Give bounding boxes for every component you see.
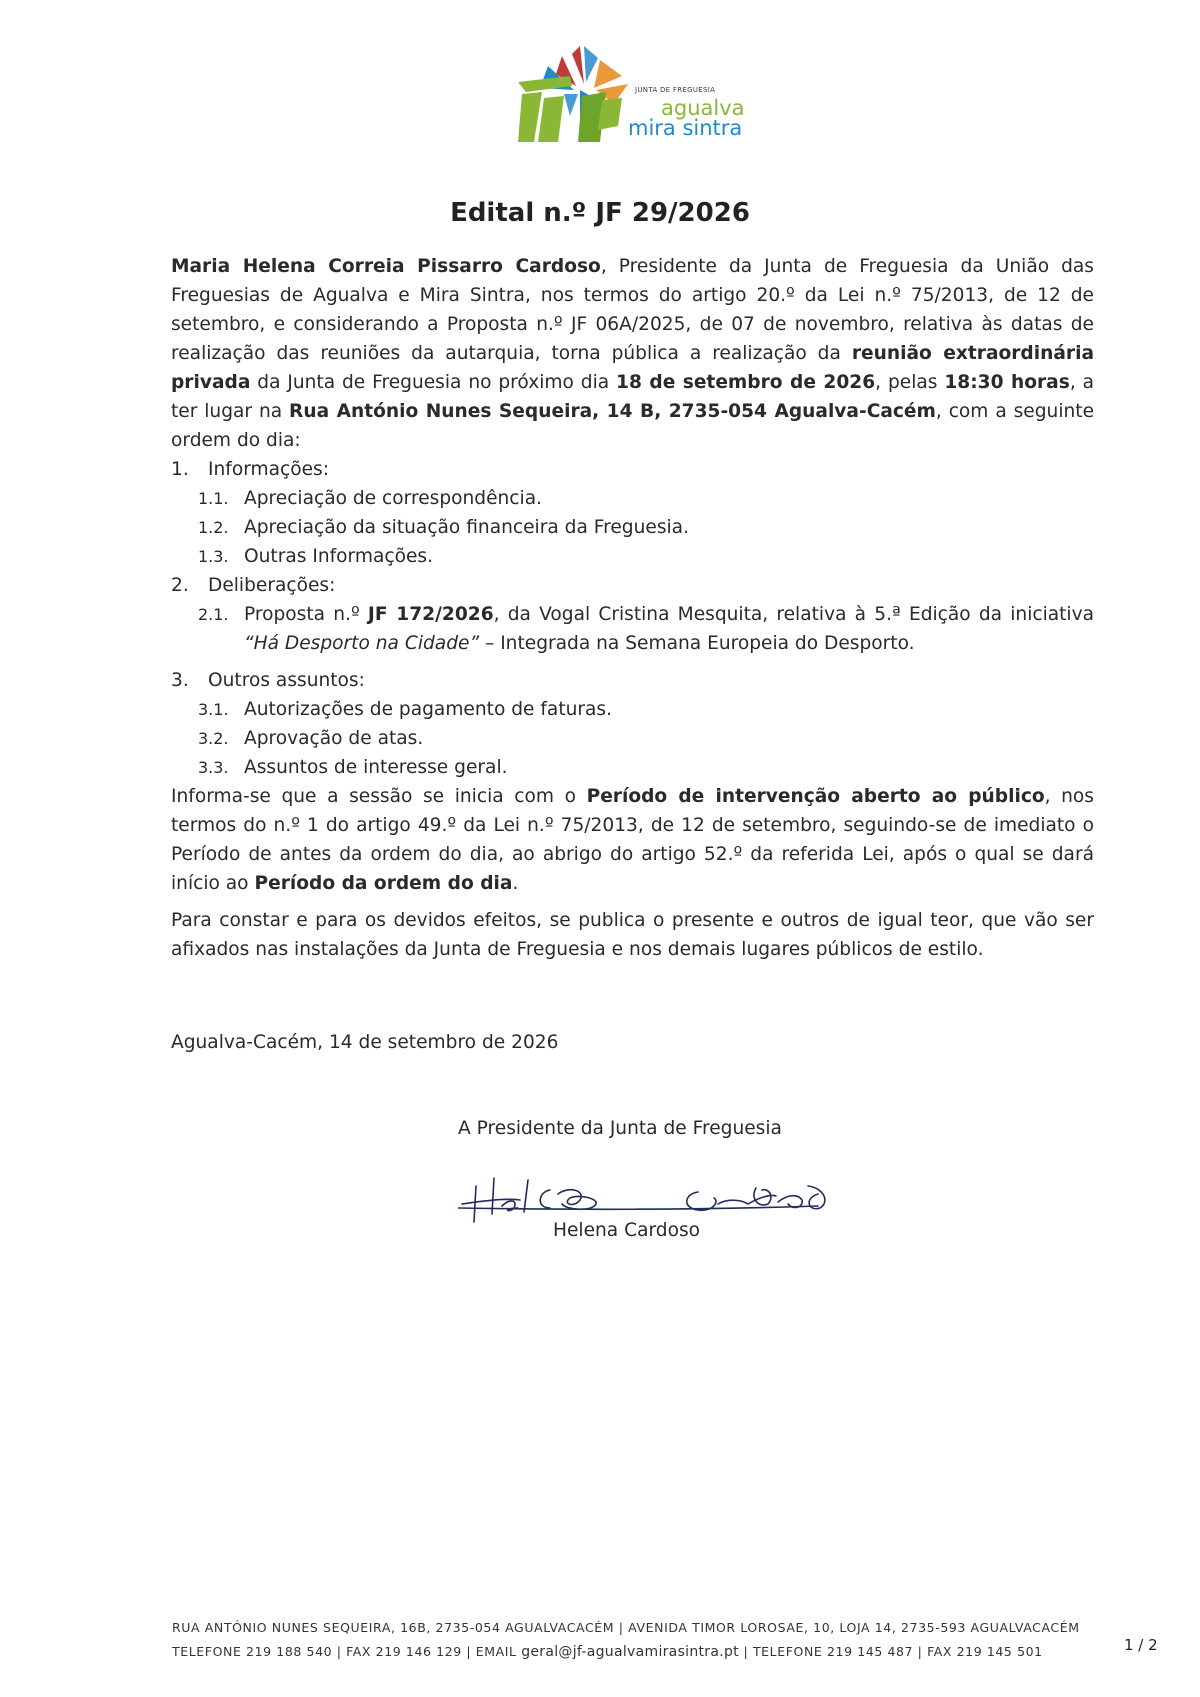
page-title: Edital n.º JF 29/2026 (450, 198, 750, 228)
president-name: Maria Helena Correia Pissarro Cardoso (171, 256, 601, 277)
footer-contacts: TELEFONE 219 188 540 | FAX 219 146 129 | EMAIL geral@jf-agualvamirasintra.pt | TELEFONE 219 145 487 | FAX 219 145 501 (172, 1644, 1043, 1660)
session-paragraph: Informa-se que a sessão se inicia com o Período de intervenção aberto ao público, nos termos do n.º 1 do artigo 49.º da Lei n.º 75/2013, de 12 de setembro, seguindo-se de imediato o Período de antes da ordem do dia, ao abrigo do artigo 52.º da referida Lei, após o qual se dará início ao Período da ordem do dia. (171, 786, 1094, 894)
agenda-item-2-1: 2.1. Proposta n.º JF 172/2026, da Vogal Cristina Mesquita, relativa à 5.ª Edição da iniciativa “Há Desporto na Cidade” – Integrada na Semana Europeia do Desporto. (198, 604, 1094, 654)
agenda-item-1-1: 1.1. Apreciação de correspondência. (198, 488, 542, 509)
place-date: Agualva-Cacém, 14 de setembro de 2026 (171, 1032, 559, 1053)
footer (172, 1616, 1140, 1664)
signatory-name: Helena Cardoso (553, 1220, 701, 1241)
logo (518, 46, 750, 152)
logo-small-text: JUNTA DE FREGUESIA (635, 86, 716, 94)
closing-paragraph: Para constar e para os devidos efeitos, se publica o presente e outros de igual teor, que vão ser afixados nas instalações da Junta de Freguesia e nos demais lugares públicos de estilo. (171, 910, 1094, 960)
signature-title: A Presidente da Junta de Freguesia (458, 1118, 782, 1139)
agenda-item-1: 1. Informações: (171, 459, 330, 480)
intro-paragraph: Maria Helena Correia Pissarro Cardoso, Presidente da Junta de Freguesia da União das Freguesias de Agualva e Mira Sintra, nos termos do artigo 20.º da Lei n.º 75/2013, de 12 de setembro, e considerando a Proposta n.º JF 06A/2025, de 07 de novembro, relativa às datas de realização das reuniões da autarquia, torna pública a realização da reunião extraordinária privada da Junta de Freguesia no próximo dia 18 de setembro de 2026, pelas 18:30 horas, a ter lugar na Rua António Nunes Sequeira, 14 B, 2735-054 Agualva-Cacém, com a seguinte ordem do dia: (171, 256, 1095, 451)
document-body (171, 252, 1094, 964)
logo-line-mira-sintra: mira sintra (628, 116, 743, 140)
footer-email: geral@jf-agualvamirasintra.pt (521, 1644, 739, 1660)
handwritten-signature (458, 1168, 858, 1228)
agenda-item-3-1: 3.1. Autorizações de pagamento de faturas. (198, 699, 613, 720)
agenda-item-3: 3. Outros assuntos: (171, 670, 365, 691)
footer-address: RUA ANTÓNIO NUNES SEQUEIRA, 16B, 2735-054 AGUALVACACÉM | AVENIDA TIMOR LOROSAE, 10, LOJA 14, 2735-593 AGUALVACACÉM (172, 1620, 1080, 1635)
logo-line-agualva: agualva (661, 96, 745, 120)
agenda-item-3-2: 3.2. Aprovação de atas. (198, 728, 424, 749)
agenda-item-2: 2. Deliberações: (171, 575, 336, 596)
agenda-item-1-3: 1.3. Outras Informações. (198, 546, 433, 567)
agenda-item-3-3: 3.3. Assuntos de interesse geral. (198, 757, 508, 778)
page-number: 1 / 2 (1124, 1636, 1158, 1654)
logo-emblem-icon (518, 46, 638, 152)
agenda-item-1-2: 1.2. Apreciação da situação financeira da Freguesia. (198, 517, 689, 538)
